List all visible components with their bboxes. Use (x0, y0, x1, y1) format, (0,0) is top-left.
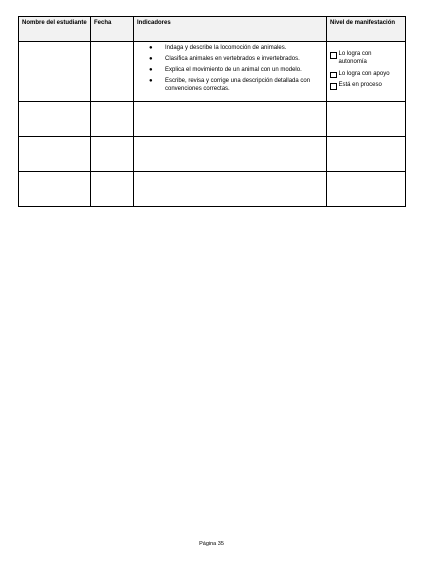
header-date: Fecha (91, 17, 134, 42)
bullet-icon: ● (149, 45, 153, 51)
student-name-cell[interactable] (19, 172, 91, 207)
student-name-cell[interactable] (19, 42, 91, 102)
level-option-autonomy[interactable] (330, 51, 402, 67)
table-row (19, 137, 406, 172)
indicators-cell (134, 42, 327, 102)
level-option-support[interactable] (330, 71, 402, 79)
level-cell[interactable] (327, 172, 406, 207)
list-item (137, 78, 323, 94)
bullet-icon: ● (149, 55, 153, 62)
indicators-cell[interactable] (134, 172, 327, 207)
indicator-text: Indaga y describe la locomoción de animales. (165, 45, 287, 51)
bullet-icon: ● (149, 66, 153, 73)
bullet-icon: ● (149, 77, 153, 84)
header-student-name: Nombre del estudiante (19, 17, 91, 42)
header-level: Nivel de manifestación (327, 17, 406, 42)
date-cell[interactable] (91, 137, 134, 172)
checkbox-icon[interactable] (330, 83, 337, 90)
date-cell[interactable] (91, 102, 134, 137)
checkbox-icon[interactable] (330, 52, 337, 59)
indicators-cell[interactable] (134, 137, 327, 172)
level-option-in-process[interactable] (330, 82, 402, 90)
table-header-row (19, 17, 406, 42)
level-cell[interactable] (327, 102, 406, 137)
student-name-cell[interactable] (19, 137, 91, 172)
list-item (137, 56, 323, 64)
indicator-list (137, 45, 323, 94)
indicator-text: Escribe, revisa y corrige una descripción detallada con convenciones correctas. (165, 77, 311, 92)
indicator-text: Clasifica animales en vertebrados e invertebrados. (165, 55, 300, 62)
level-cell (327, 42, 406, 102)
level-label: Lo logra con autonomía (338, 51, 372, 65)
student-name-cell[interactable] (19, 102, 91, 137)
level-label: Lo logra con apoyo (338, 70, 390, 77)
list-item (137, 45, 323, 53)
indicators-cell[interactable] (134, 102, 327, 137)
list-item (137, 67, 323, 75)
header-indicators: Indicadores (134, 17, 327, 42)
page-number: Página 35 (199, 541, 224, 547)
table-row (19, 102, 406, 137)
date-cell[interactable] (91, 172, 134, 207)
assessment-table (18, 16, 406, 207)
table-row (19, 172, 406, 207)
level-cell[interactable] (327, 137, 406, 172)
indicator-text: Explica el movimiento de un animal con un modelo. (165, 66, 302, 73)
level-label: Está en proceso (338, 82, 382, 89)
table-row (19, 42, 406, 102)
level-options (330, 44, 402, 90)
date-cell[interactable] (91, 42, 134, 102)
checkbox-icon[interactable] (330, 72, 337, 79)
